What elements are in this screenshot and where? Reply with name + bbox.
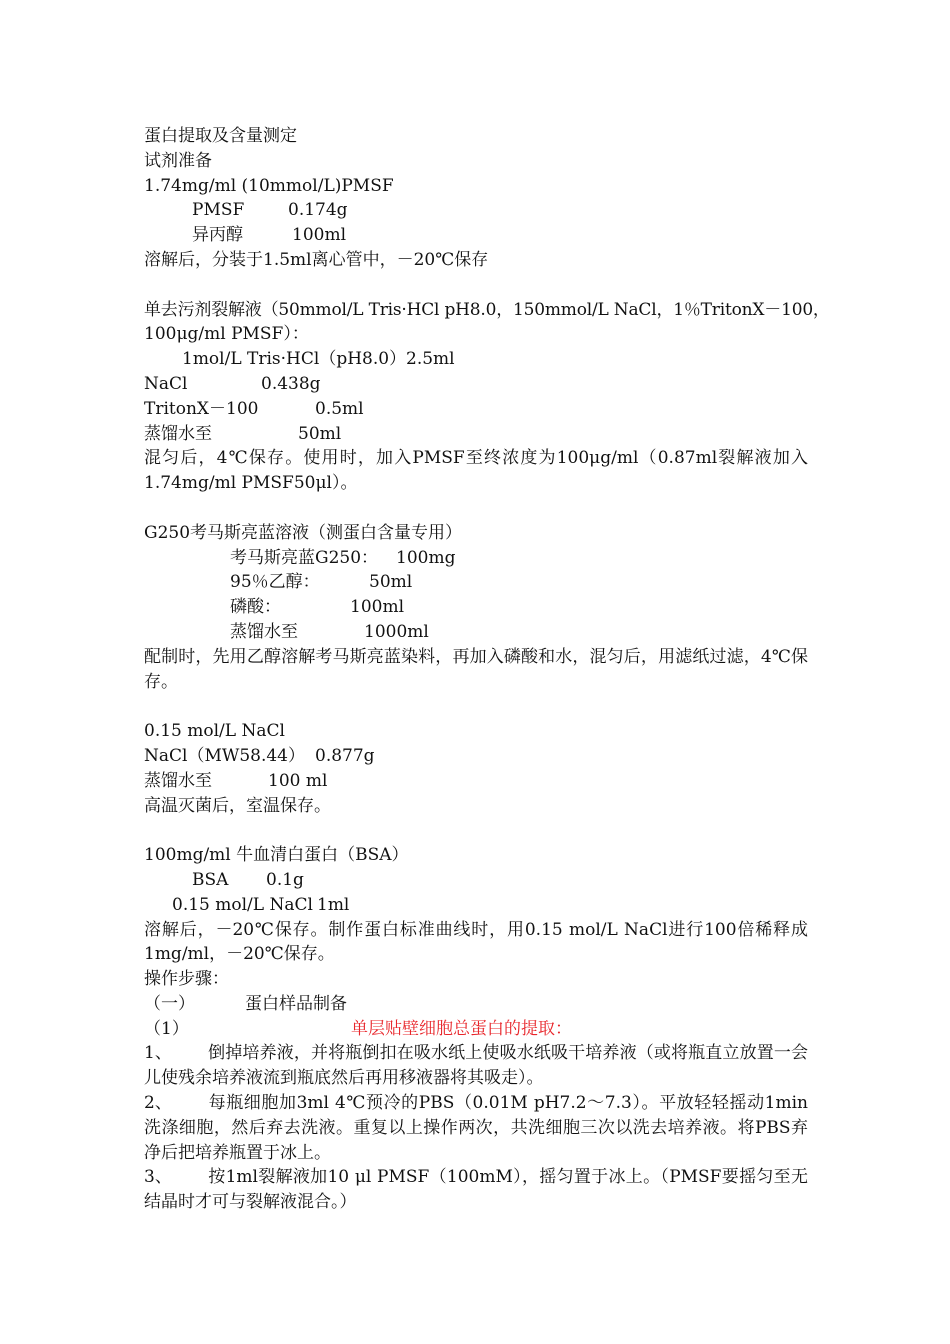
g250-row	[144, 546, 808, 571]
nacl-row-name: NaCl（MW58.44）	[144, 745, 306, 766]
lysis-row	[144, 422, 808, 447]
spacer	[144, 496, 808, 521]
g250-row	[144, 570, 808, 595]
lysis-row-name: NaCl	[144, 373, 188, 394]
g250-row-amount: 50ml	[369, 572, 413, 593]
nacl-heading: 0.15 mol/L NaCl	[144, 721, 285, 742]
step-number: 2、	[144, 1093, 172, 1114]
section-title: 蛋白样品制备	[245, 993, 347, 1014]
step-text: 按1ml裂解液加10 μl PMSF（100mM），摇匀置于冰上。（PMSF要摇匀至无结晶时才可与裂解液混合。）	[144, 1167, 808, 1213]
lysis-row-name: 1mol/L Tris·HCl（pH8.0）	[182, 349, 407, 370]
nacl-row-amount: 0.877g	[315, 745, 375, 766]
reagents-heading: 试剂准备	[144, 150, 212, 171]
g250-row	[144, 595, 808, 620]
lysis-row	[144, 347, 808, 372]
pmsf-heading: 1.74mg/ml (10mmol/L)PMSF	[144, 175, 394, 196]
lysis-heading-line1: 单去污剂裂解液（50mmol/L Tris·HCl pH8.0，150mmol/L NaCl，1％TritonX－100，	[144, 299, 830, 320]
pmsf-note: 溶解后，分装于1.5ml离心管中，－20℃保存	[144, 249, 489, 270]
lysis-row	[144, 372, 808, 397]
nacl-row-amount: 100 ml	[268, 770, 328, 791]
spacer	[144, 818, 808, 843]
step-text: 每瓶细胞加3ml 4℃预冷的PBS（0.01M pH7.2～7.3）。平放轻轻摇动1min洗涤细胞，然后弃去洗液。重复以上操作两次，共洗细胞三次以洗去培养液。将PBS弃净后把培养瓶置于冰上。	[144, 1093, 808, 1163]
step-text: 倒掉培养液，并将瓶倒扣在吸水纸上使吸水纸吸干培养液（或将瓶直立放置一会儿使残余培养液流到瓶底然后再用移液器将其吸走）。	[144, 1043, 808, 1089]
nacl-row	[144, 744, 808, 769]
pmsf-row-amount: 0.174g	[288, 200, 348, 221]
bsa-note: 溶解后，－20℃保存。制作蛋白标准曲线时，用0.15 mol/L NaCl进行100倍稀释成1mg/ml，－20℃保存。	[144, 919, 808, 965]
g250-row-amount: 1000ml	[364, 621, 429, 642]
procedure-heading: 操作步骤：	[144, 969, 229, 990]
pmsf-row	[144, 198, 808, 223]
g250-row-name: 95％乙醇：	[230, 572, 320, 593]
lysis-row	[144, 397, 808, 422]
g250-heading: G250考马斯亮蓝溶液（测蛋白含量专用）	[144, 522, 463, 543]
bsa-row	[144, 868, 808, 893]
spacer	[144, 694, 808, 719]
lysis-note: 混匀后，4℃保存。使用时，加入PMSF至终浓度为100μg/ml（0.87ml裂解液加入1.74mg/ml PMSF50μl）。	[144, 448, 808, 494]
pmsf-row-name: PMSF	[192, 200, 245, 221]
lysis-row-amount: 0.438g	[261, 373, 321, 394]
g250-row-name: 考马斯亮蓝G250：	[230, 547, 379, 568]
lysis-row-amount: 0.5ml	[315, 398, 364, 419]
lysis-row-name: 蒸馏水至	[144, 423, 212, 444]
step-number: 3、	[144, 1167, 172, 1188]
g250-row	[144, 620, 808, 645]
pmsf-row-amount: 100ml	[292, 225, 347, 246]
document-title: 蛋白提取及含量测定	[144, 126, 297, 146]
g250-row-amount: 100ml	[350, 597, 405, 618]
bsa-row-amount: 1ml	[317, 894, 350, 915]
step-item	[144, 1041, 808, 1091]
lysis-row-amount: 50ml	[298, 423, 342, 444]
bsa-row-name: 0.15 mol/L NaCl	[172, 894, 313, 915]
g250-row-amount: 100mg	[396, 547, 456, 568]
g250-row-name: 蒸馏水至	[230, 621, 298, 642]
bsa-row	[144, 893, 808, 918]
step-item	[144, 1091, 808, 1165]
lysis-row-name: TritonX－100	[144, 398, 259, 419]
spacer	[144, 273, 808, 298]
bsa-heading: 100mg/ml 牛血清白蛋白（BSA）	[144, 845, 409, 866]
subsection-number: （1）	[144, 1018, 189, 1039]
section-number: （一）	[144, 993, 195, 1014]
pmsf-row-name: 异丙醇	[192, 225, 243, 246]
g250-row-name: 磷酸：	[230, 597, 281, 618]
document-page	[144, 124, 830, 1215]
nacl-row-name: 蒸馏水至	[144, 770, 212, 791]
bsa-row-amount: 0.1g	[266, 869, 304, 890]
pmsf-row	[144, 223, 808, 248]
g250-note: 配制时，先用乙醇溶解考马斯亮蓝染料，再加入磷酸和水，混匀后，用滤纸过滤，4℃保存。	[144, 646, 808, 692]
subsection-title: 单层贴壁细胞总蛋白的提取：	[351, 1018, 572, 1039]
lysis-row-amount: 2.5ml	[406, 349, 455, 370]
step-item	[144, 1165, 808, 1215]
bsa-row-name: BSA	[192, 869, 229, 890]
section-heading	[144, 992, 808, 1017]
nacl-row	[144, 769, 808, 794]
nacl-note: 高温灭菌后，室温保存。	[144, 795, 331, 816]
subsection-heading	[144, 1017, 808, 1042]
lysis-heading-line2: 100μg/ml PMSF）：	[144, 324, 309, 345]
step-number: 1、	[144, 1043, 172, 1064]
